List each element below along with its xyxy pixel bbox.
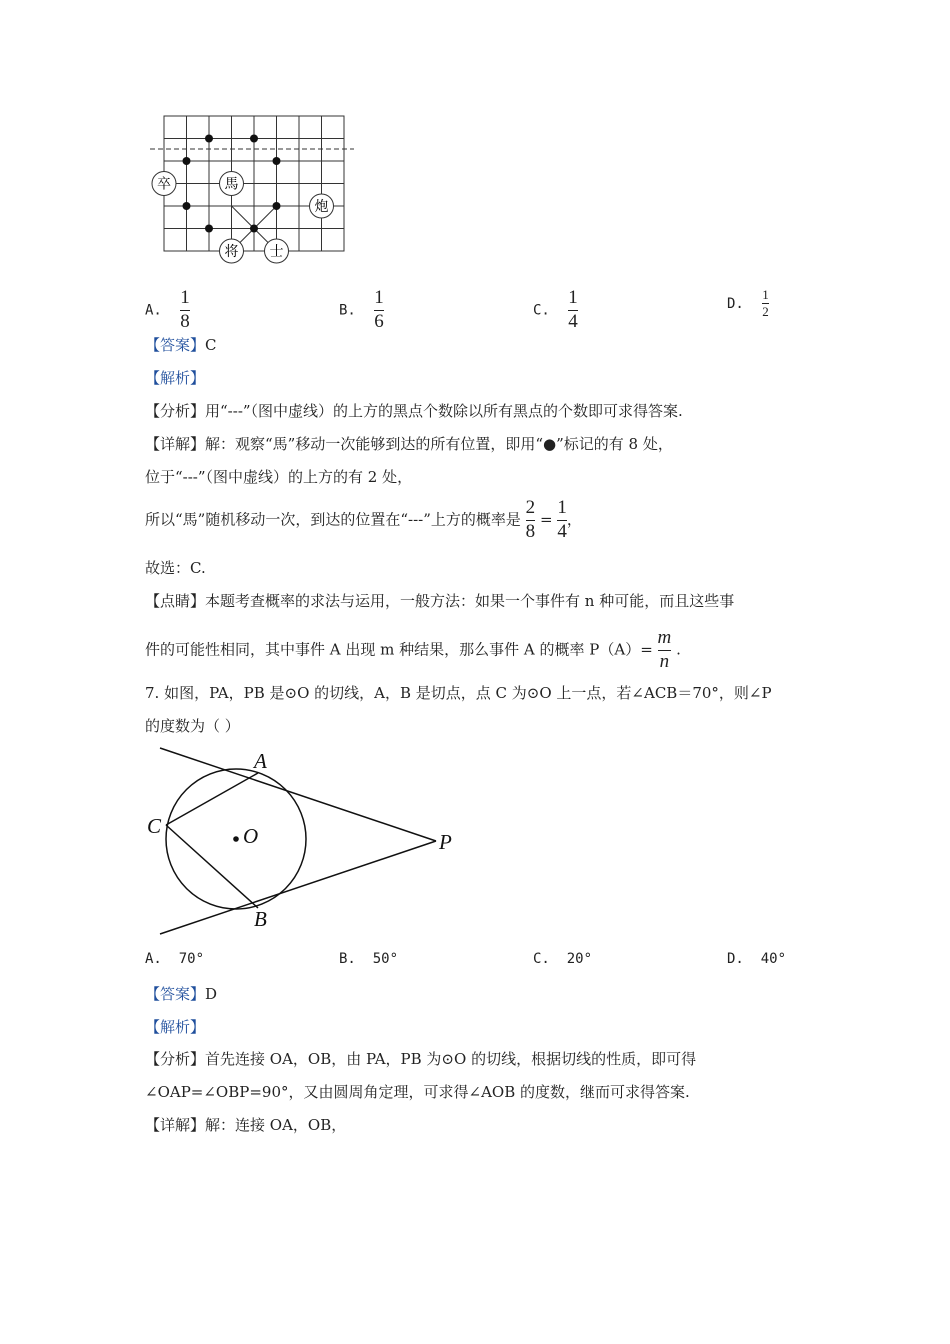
- label-o: O: [243, 824, 259, 848]
- label-c: C: [147, 814, 162, 838]
- q7-answer: 【答案】D: [145, 985, 218, 1003]
- piece-shi: 士: [269, 245, 284, 260]
- dot: [205, 135, 213, 143]
- q7-stem-2: 的度数为（ ）: [145, 717, 240, 735]
- q7-xiangjie: 【详解】解：连接 OA，OB，: [145, 1116, 347, 1134]
- q6-option-a: A. $\frac{1}{8}$: [145, 287, 190, 332]
- q7-fenxi-1: 【分析】首先连接 OA，OB，由 PA，PB 为⊙O 的切线，根据切线的性质，即可得: [145, 1050, 697, 1068]
- q6-guxuan: 故选：C.: [145, 559, 206, 577]
- q7-jiexi-heading: 【解析】: [145, 1018, 206, 1036]
- q7-option-a: A. 70°: [145, 951, 205, 967]
- piece-pao: 炮: [314, 200, 329, 215]
- q6-option-b: B. $\frac{1}{6}$: [339, 287, 384, 332]
- q6-option-c: C. $\frac{1}{4}$: [533, 287, 578, 332]
- q7-fenxi-2: ∠OAP=∠OBP=90°，又由圆周角定理，可求得∠AOB 的度数，继而可求得答案.: [145, 1083, 690, 1101]
- label-a: A: [254, 749, 267, 773]
- circle-tangent-figure: [140, 740, 470, 940]
- q7-option-b: B. 50°: [339, 951, 399, 967]
- q6-answer: 【答案】C: [145, 336, 217, 354]
- dot: [183, 157, 191, 165]
- piece-ma: 馬: [224, 177, 239, 193]
- q6-xiangjie-2: 位于“---”（图中虚线）的上方的有 2 处，: [145, 468, 413, 486]
- dot: [183, 202, 191, 210]
- tangent-pa: [160, 748, 436, 841]
- q6-xiangjie-1: 【详解】解：观察“馬”移动一次能够到达的所有位置，即用“●”标记的有 8 处，: [145, 435, 673, 453]
- dot: [250, 225, 258, 233]
- chess-board-figure: [140, 108, 370, 268]
- dot: [273, 157, 281, 165]
- piece-zu: 卒: [157, 177, 171, 193]
- q6-jiexi-heading: 【解析】: [145, 369, 206, 387]
- dot: [205, 225, 213, 233]
- q7-option-d: D. 40°: [727, 951, 787, 967]
- tangent-pb: [160, 841, 436, 934]
- q6-dianjing-1: 【点睛】本题考查概率的求法与运用，一般方法：如果一个事件有 n 种可能，而且这些事: [145, 592, 735, 610]
- center-dot: [233, 836, 239, 842]
- q6-dianjing-2: 件的可能性相同，其中事件 A 出现 m 种结果，那么事件 A 的概率 P（A）= $\frac{m}{n}$ .: [145, 627, 681, 672]
- q6-option-d: D. $\frac{1}{2}$: [727, 287, 769, 320]
- q6-fenxi: 【分析】用“---”（图中虚线）的上方的黑点个数除以所有黑点的个数即可求得答案.: [145, 402, 683, 420]
- label-b: B: [254, 907, 267, 931]
- chord-ca: [166, 773, 258, 825]
- dot: [250, 135, 258, 143]
- piece-jiang: 将: [224, 245, 239, 260]
- label-p: P: [439, 830, 452, 854]
- q6-xiangjie-3: 所以“馬”随机移动一次，到达的位置在“---”上方的概率是 $\frac{2}{8}$ = $\frac{1}{4}$ ，: [145, 497, 582, 542]
- q7-stem-1: 7. 如图，PA，PB 是⊙O 的切线，A，B 是切点，点 C 为⊙O 上一点，若∠ACB＝70°，则∠P: [145, 684, 772, 702]
- q7-option-c: C. 20°: [533, 951, 593, 967]
- dot: [273, 202, 281, 210]
